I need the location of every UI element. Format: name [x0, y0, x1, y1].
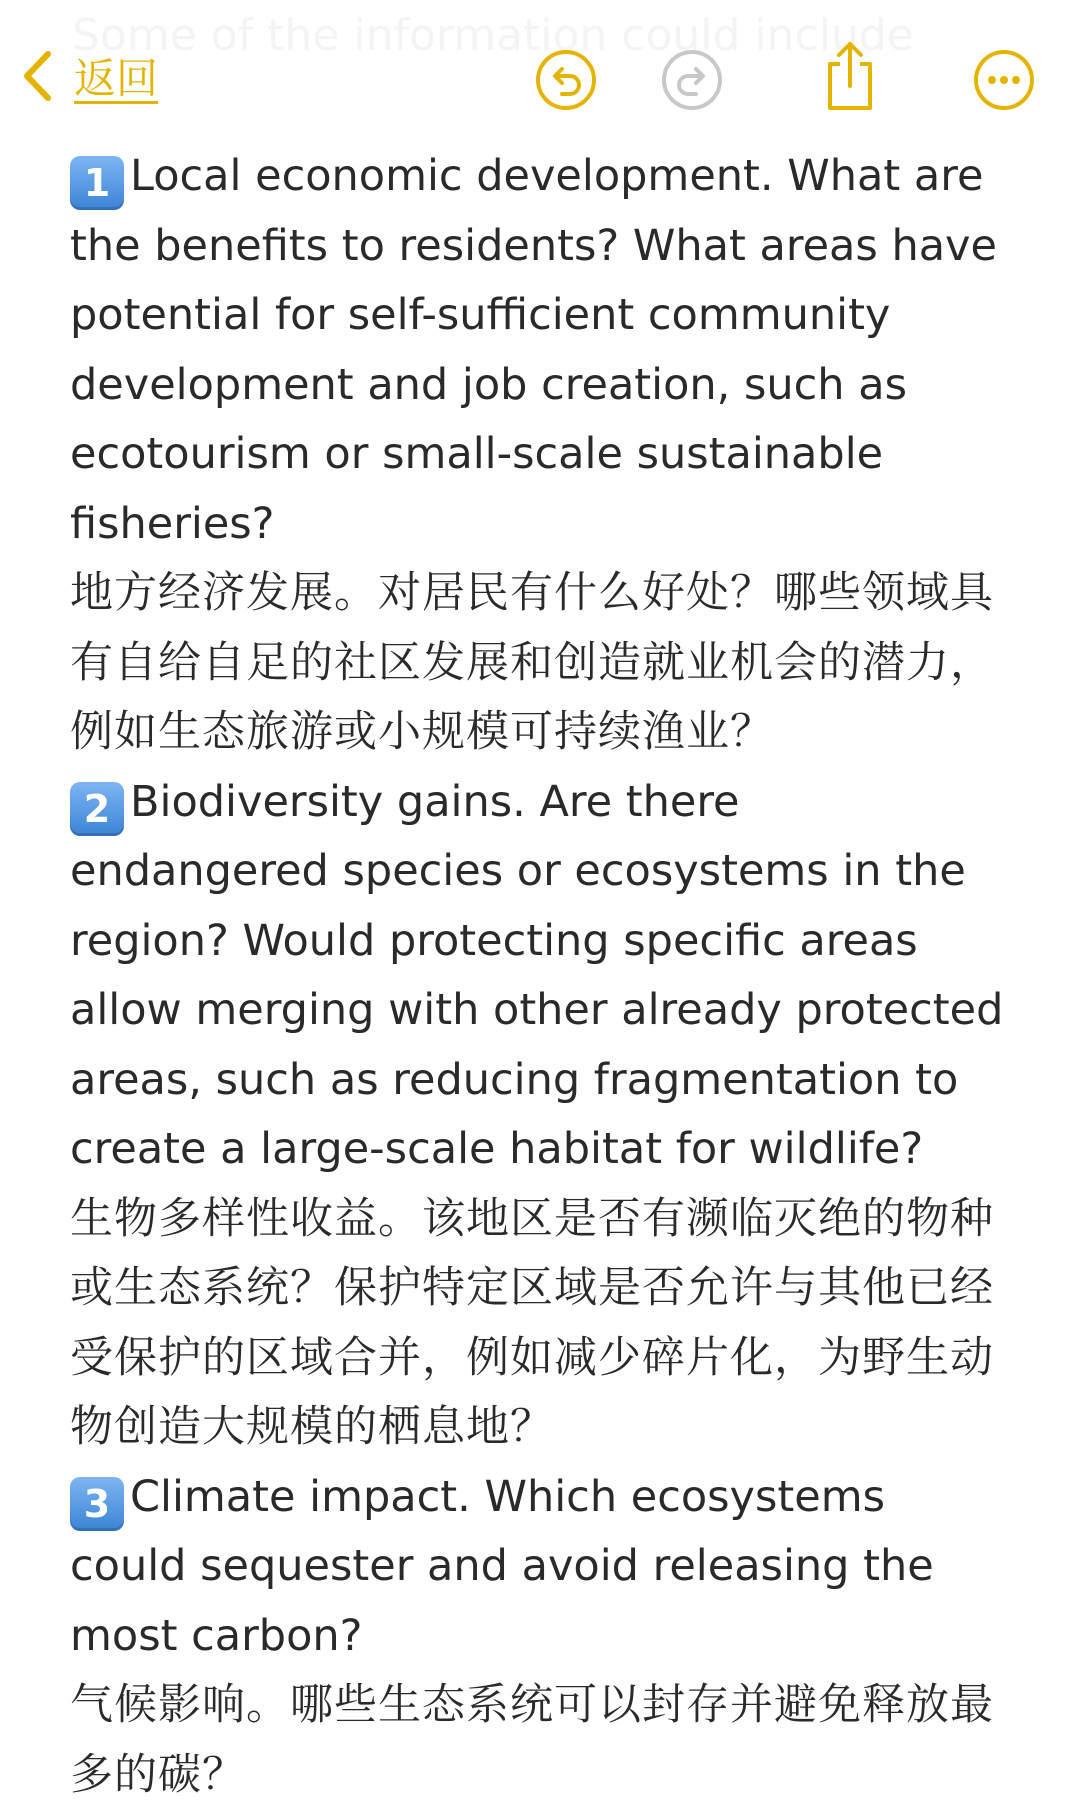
back-button[interactable]	[22, 46, 158, 106]
redo-button[interactable]	[660, 48, 724, 112]
keycap-3-icon: 3	[70, 1477, 124, 1531]
point-3-chinese: 气候影响。哪些生态系统可以封存并避免释放最多的碳？	[70, 1680, 994, 1800]
note-body[interactable]	[70, 142, 1010, 1810]
point-2-chinese: 生物多样性收益。该地区是否有濒临灭绝的物种或生态系统？保护特定区域是否允许与其他已经受保护的区域合并，例如减少碎片化，为野生动物创造大规模的栖息地？	[70, 1193, 994, 1452]
point-1-chinese: 地方经济发展。对居民有什么好处？哪些领域具有自给自足的社区发展和创造就业机会的潜力，例如生态旅游或小规模可持续渔业？	[70, 568, 994, 757]
navigation-toolbar	[0, 0, 1080, 160]
chevron-left-icon	[22, 50, 52, 102]
point-2-english-text: Biodiversity gains. Are there endangered species or ecosystems in the region? Would protecting specific areas allow merging with other already protected areas, such as reducing fragmentation to create a large-scale habitat for wildlife?	[70, 776, 1004, 1174]
more-button[interactable]	[972, 48, 1036, 112]
more-icon	[972, 48, 1036, 112]
faded-header-text: Some of the information could include	[72, 10, 914, 61]
share-button[interactable]	[818, 40, 882, 104]
redo-icon	[660, 48, 724, 112]
undo-button[interactable]	[534, 48, 598, 112]
point-3-english-text: Climate impact. Which ecosystems could sequester and avoid releasing the most carbon?	[70, 1471, 934, 1661]
point-1-english-text: Local economic development. What are the benefits to residents? What areas have potential for self-sufficient community development and job creation, such as ecotourism or small-scale sustainable fisheries?	[70, 151, 997, 549]
share-icon	[818, 40, 882, 112]
point-2-english	[70, 768, 1010, 1185]
point-3-english	[70, 1463, 1010, 1672]
back-label: 返回	[74, 54, 159, 103]
point-1-english	[70, 142, 1010, 559]
undo-icon	[534, 48, 598, 112]
keycap-2-icon: 2	[70, 782, 124, 836]
keycap-1-icon: 1	[70, 156, 124, 210]
